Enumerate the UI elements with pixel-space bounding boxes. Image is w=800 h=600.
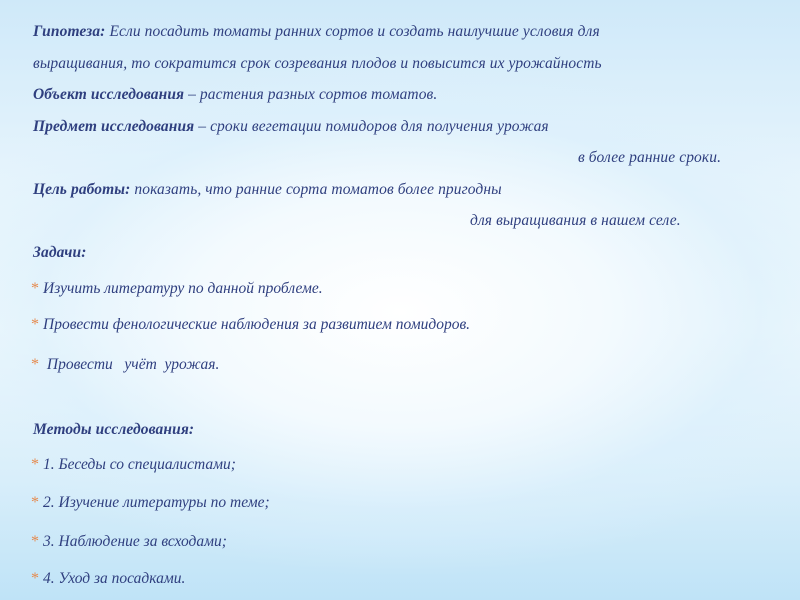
bullet-icon: * [31, 533, 39, 550]
task-item [31, 356, 219, 374]
bullet-icon: * [31, 316, 39, 333]
bullet-icon: * [31, 494, 39, 511]
method-item [31, 456, 236, 474]
object-text: – растения разных сортов томатов. [184, 86, 438, 103]
bullet-icon: * [31, 356, 39, 373]
goal-text-2: для выращивания в нашем селе. [470, 212, 681, 229]
goal-line-1 [33, 181, 502, 199]
method-item-text: 1. Беседы со специалистами; [43, 456, 236, 473]
task-item-text: Провести учёт урожая. [43, 356, 220, 373]
hypothesis-line-2 [33, 55, 602, 73]
method-item-text: 3. Наблюдение за всходами; [43, 533, 227, 550]
method-item [31, 494, 270, 512]
goal-text-1: показать, что ранние сорта томатов более пригодны [130, 181, 502, 198]
object-line [33, 86, 437, 104]
method-item-text: 2. Изучение литературы по теме; [43, 494, 270, 511]
method-item-text: 4. Уход за посадками. [43, 570, 186, 587]
goal-line-2 [470, 212, 681, 230]
task-item-text: Изучить литературу по данной проблеме. [43, 280, 323, 297]
hypothesis-text-2: выращивания, то сократится срок созревания плодов и повысится их урожайность [33, 55, 602, 72]
object-label: Объект исследования [33, 86, 185, 103]
goal-label: Цель работы: [33, 181, 131, 198]
bullet-icon: * [31, 570, 39, 587]
subject-label: Предмет исследования [33, 118, 195, 135]
method-item [31, 533, 227, 551]
hypothesis-text-1: Если посадить томаты ранних сортов и создать наилучшие условия для [109, 23, 600, 40]
subject-text-1: – сроки вегетации помидоров для получения урожая [194, 118, 549, 135]
subject-text-2: в более ранние сроки. [578, 149, 722, 166]
bullet-icon: * [31, 456, 39, 473]
subject-line-2 [578, 149, 721, 167]
task-item-text: Провести фенологические наблюдения за развитием помидоров. [43, 316, 471, 333]
subject-line-1 [33, 118, 549, 136]
hypothesis-line-1 [33, 23, 600, 41]
hypothesis-label: Гипотеза: [33, 23, 106, 40]
method-item [31, 570, 185, 588]
methods-heading: Методы исследования: [33, 421, 195, 438]
task-item [31, 316, 470, 334]
task-item [31, 280, 323, 298]
bullet-icon: * [31, 280, 39, 297]
tasks-heading: Задачи: [33, 244, 87, 261]
